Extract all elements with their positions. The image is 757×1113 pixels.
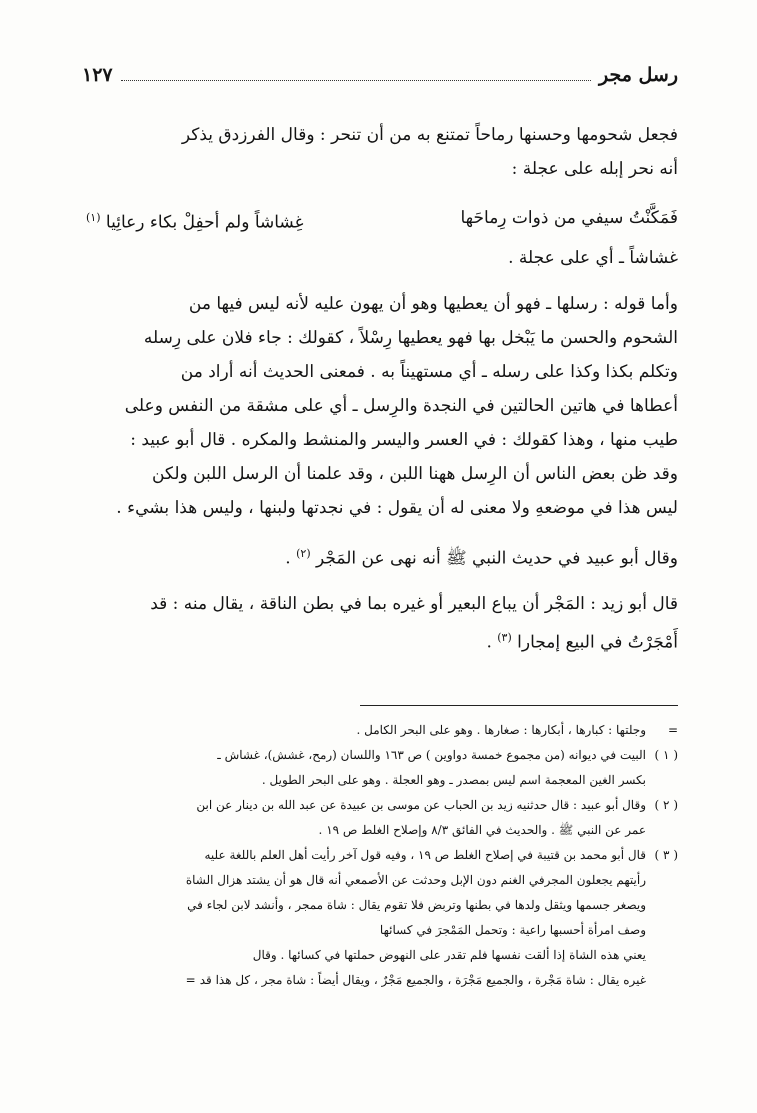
footnote-line-text: غيره يقال : شاة مَجْرة ، والجميع مَجْرَة ، والجميع مَجْرٌ ، ويقال أيضاً : شاة مجر ، كل هذا قد	[199, 973, 646, 987]
verse-first-hemistich: فَمَكَّنْتُ سيفي من ذوات رِماحَها	[460, 208, 678, 228]
footnote-number: ( ٣ )	[654, 848, 678, 862]
footnote-ref-1[interactable]: (١)	[86, 211, 101, 224]
page-number: ١٢٧	[82, 64, 113, 86]
footnote-ref-3[interactable]: (٣)	[497, 631, 512, 645]
header-title: رسل مجر	[598, 64, 678, 86]
paragraph-line: الشحوم والحسن ما يَبْخل بها فهو يعطيها رِسْلاً ، كقولك : جاء فلان على رِسله	[143, 327, 678, 348]
paragraph-line: أعطاها في هاتين الحالتين في النجدة والرِسل ـ أي على مشقة من النفس وعلى	[124, 395, 678, 416]
footnote-verse-lead: وصف امرأة أحسبها راعية :	[511, 923, 646, 937]
paragraph-line	[82, 621, 678, 660]
footnote-3	[82, 843, 678, 993]
footnote-line: البيت في ديوانه (من مجموع خمسة دواوين ) ص ١٦٣ واللسان (رمح، غشش)، غشاش ـ	[217, 748, 646, 762]
footnote-verse-hemistich: وتحمل المَمْجرَ في كسائها	[379, 923, 508, 937]
footnote-line: بكسر الغين المعجمة اسم ليس بمصدر ـ وهو العجلة . وهو على البحر الطويل .	[261, 773, 646, 787]
paragraph-text: وقال أبو عبيد في حديث النبي ﷺ أنه نهى عن المَجْر	[316, 548, 678, 569]
footnote-line: قال أبو محمد بن قتيبة في إصلاح الغلط ص ١٩ ، وفيه قول آخر رأيت أهل العلم باللغة عليه	[204, 848, 646, 862]
paragraph-line: وقد ظن بعض الناس أن الرِسل ههنا اللبن ، وقد علمنا أن الرسل اللبن ولكن	[151, 463, 678, 484]
footnote-text	[82, 793, 646, 843]
footnote-line: يعني هذه الشاة إذا ألقت نفسها فلم تقدر على النهوض حملتها في كسائها . وقال	[252, 948, 646, 962]
footnote-1	[82, 743, 678, 793]
footnote-text: وجلتها : كبارها ، أبكارها : صغارها . وهو على البحر الكامل .	[356, 723, 646, 737]
footnote-continuation	[82, 718, 678, 743]
footnote-2	[82, 793, 678, 843]
paragraph-line: قال أبو زيد : المَجْر أن يباع البعير أو غيره بما في بطن الناقة ، يقال منه : قد	[150, 594, 678, 615]
paragraph-line: وتكلم بكذا وكذا على رسله ـ أي مستهيناً به . فمعنى الحديث أنه أراد من	[180, 361, 678, 382]
verse-second-hemistich	[86, 200, 303, 241]
footnote-line: ويصغر جسمها ويثقل ولدها في بطنها وتربض فلا تقوم يقال : شاة ممجر ، وأنشد لابن لجاء في	[187, 898, 646, 912]
gloss-line: غشاشاً ـ أي على عجلة .	[508, 247, 678, 268]
continuation-mark: =	[667, 723, 678, 737]
paragraph-end: .	[285, 548, 297, 569]
paragraph-line: ليس هذا في موضعهِ ولا معنى له أن يقول : في نجدتها ولبنها ، وليس هذا بشيء .	[116, 497, 678, 518]
paragraph-end: .	[486, 632, 498, 653]
header-dotted-rule	[121, 70, 591, 81]
footnote-number: ( ٢ )	[654, 798, 678, 812]
continuation-mark: =	[185, 973, 196, 987]
footnote-number: ( ١ )	[654, 748, 678, 762]
footnote-line: رأيتهم يجعلون المجرفي الغنم دون الإبل وحدثت عن الأصمعي أنه قال هو أن يشتد هزال الشاة	[185, 873, 646, 887]
footnote-text	[82, 843, 646, 993]
paragraph-line: فجعل شحومها وحسنها رماحاً تمتنع به من أن تنحر : وقال الفرزدق يذكر	[181, 125, 678, 145]
paragraph-line	[82, 537, 678, 576]
footnote-separator	[360, 705, 678, 706]
footnote-text	[82, 743, 646, 793]
running-header	[82, 60, 678, 90]
footnotes	[82, 718, 678, 993]
paragraph-text: أَمْجَرْتُ في البيع إمجارا	[517, 632, 678, 653]
paragraph-line: وأما قوله : رسلها ـ فهو أن يعطيها وهو أن يهون عليه لأنه ليس فيها من	[188, 293, 678, 314]
verse-second-text: غِشاشاً ولم أحفِلْ بكاء رعائِيا	[105, 212, 304, 233]
footnote-ref-2[interactable]: (٢)	[296, 546, 311, 560]
paragraph-line: أنه نحر إبله على عجلة :	[511, 159, 678, 179]
footnote-line: وقال أبو عبيد : قال حدثنيه زيد بن الحباب عن موسى بن عبيدة عن عبد الله بن دينار عن ابن	[196, 798, 646, 812]
main-text	[82, 118, 678, 660]
footnote-line: عمر عن النبي ﷺ . والحديث في الفائق ٨/٣ وإصلاح الغلط ص ١٩ .	[318, 823, 646, 837]
footnote-verse	[82, 918, 646, 943]
footnote-line	[82, 968, 646, 993]
paragraph-line: طيب منها ، وهذا كقولك : في العسر واليسر والمنشط والمكره . قال أبو عبيد :	[130, 429, 678, 450]
poetry-verse	[82, 200, 678, 241]
